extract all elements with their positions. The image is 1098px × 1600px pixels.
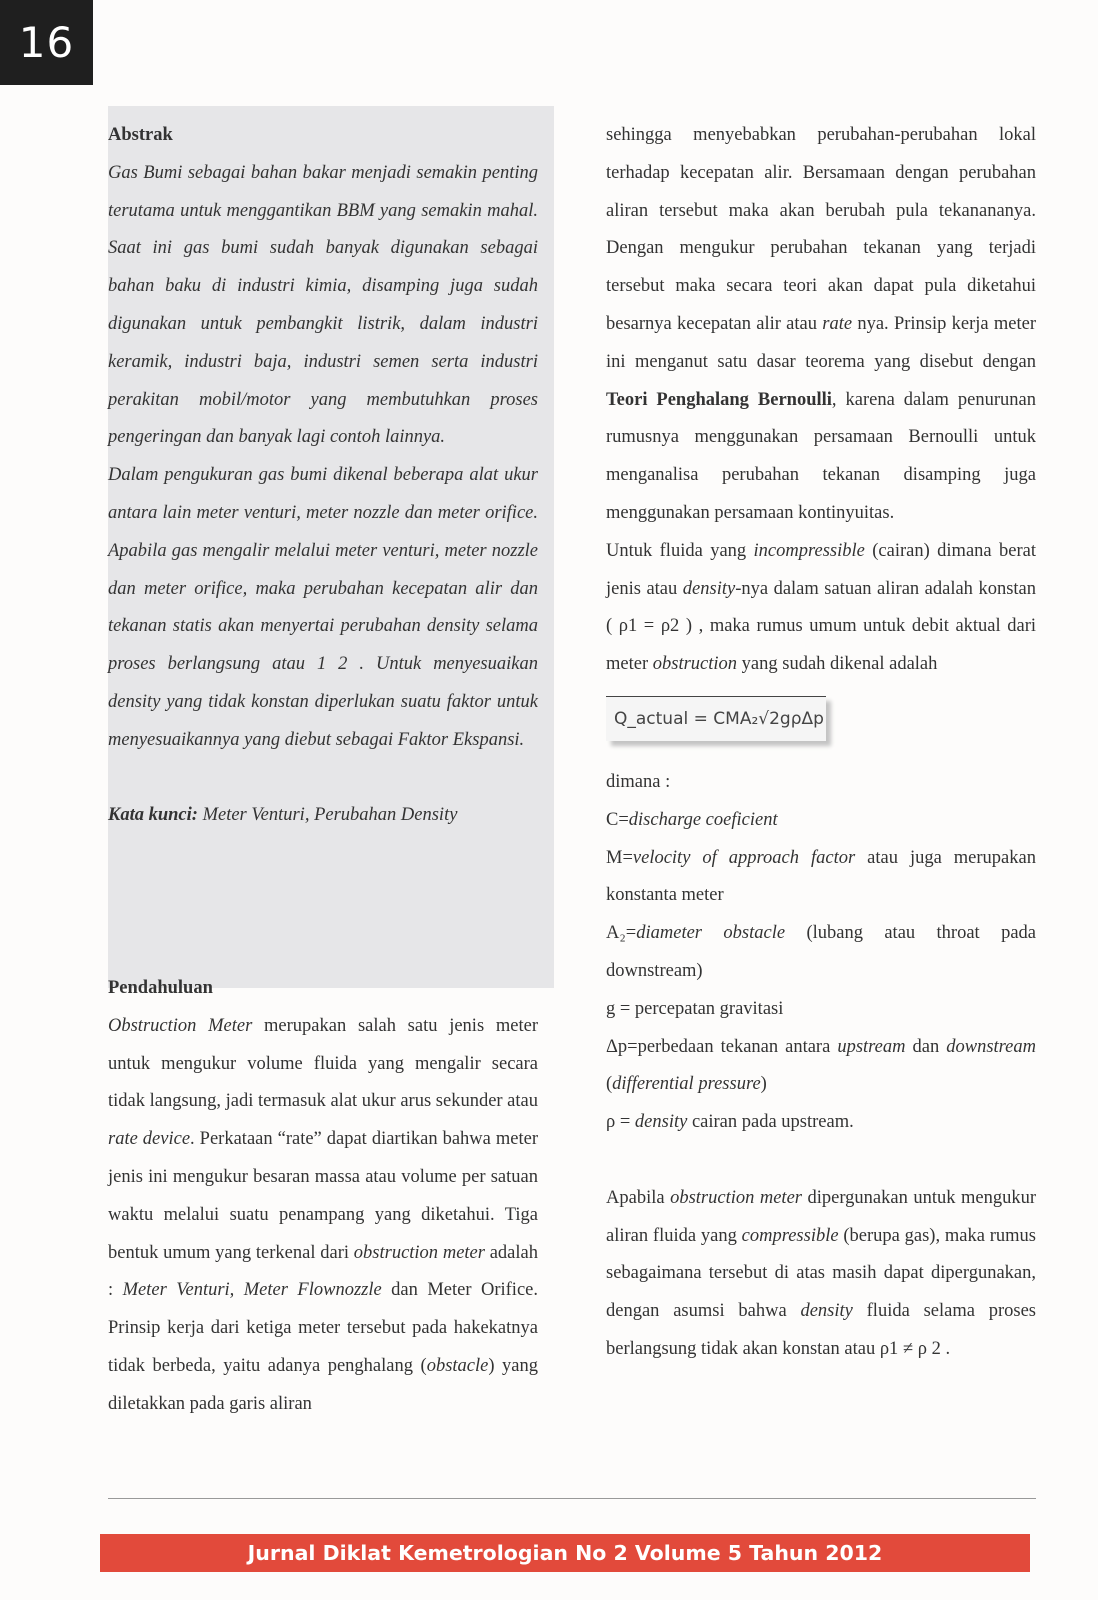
formula-box: Q_actual = CMA₂√2gρΔp (606, 696, 826, 741)
keywords-label: Kata kunci: (108, 805, 198, 826)
keywords-text: Meter Venturi, Perubahan Density (197, 805, 458, 826)
flow-formula (606, 688, 1036, 760)
page-number: 16 (0, 0, 93, 85)
definition-rho: ρ = density cairan pada upstream. (606, 1112, 854, 1133)
definition-c: C=discharge coeficient (606, 809, 778, 830)
right-paragraph-2: Untuk fluida yang incompressible (cairan) dimana berat jenis atau density-nya dalam satuan aliran adalah konstan ( ρ1 = ρ2 ) , maka rumus umum untuk debit aktual dari meter obstruction yang sudah dikenal adalah (606, 540, 1036, 675)
abstract-paragraph-1: Gas Bumi sebagai bahan bakar menjadi semakin penting terutama untuk menggantikan BBM yang semakin mahal. Saat ini gas bumi sudah banyak digunakan sebagai bahan baku di industri kimia, disamping juga sudah digunakan untuk pembangkit listrik, dalam industri keramik, industri baja, industri semen serta industri perakitan mobil/motor yang membutuhkan proses pengeringan dan banyak lagi contoh lainnya. (108, 162, 538, 448)
introduction-heading: Pendahuluan (108, 978, 213, 998)
definition-m: M=velocity of approach factor atau juga merupakan konstanta meter (606, 847, 1036, 906)
definition-dp: Δp=perbedaan tekanan antara upstream dan downstream (differential pressure) (606, 1036, 1036, 1095)
keywords (108, 797, 538, 835)
definition-a2: A₂=diameter obstacle (lubang atau throat pada downstream) (606, 923, 1036, 981)
footer-rule (108, 1498, 1036, 1499)
where-label: dimana : (606, 771, 671, 792)
introduction-section (108, 970, 538, 1424)
right-paragraph-3: Apabila obstruction meter dipergunakan untuk mengukur aliran fluida yang compressible (berupa gas), maka rumus sebagaimana tersebut di atas masih dapat dipergunakan, dengan asumsi bahwa density fluida selama proses berlangsung tidak akan konstan atau ρ1 ≠ ρ 2 . (606, 1187, 1036, 1359)
abstract-heading: Abstrak (108, 125, 173, 145)
right-paragraph-1: sehingga menyebabkan perubahan-perubahan lokal terhadap kecepatan alir. Bersamaan dengan perubahan aliran tersebut maka akan berubah pula tekanananya. Dengan mengukur perubahan tekanan yang terjadi tersebut maka secara teori akan dapat pula diketahui besarnya kecepatan alir atau rate nya. Prinsip kerja meter ini menganut satu dasar teorema yang disebut dengan Teori Penghalang Bernoulli, karena dalam penurunan rumusnya menggunakan persamaan Bernoulli untuk menganalisa perubahan tekanan disamping juga menggunakan persamaan kontinyuitas. (606, 125, 1036, 523)
right-column (606, 117, 1036, 1369)
introduction-paragraph: Obstruction Meter merupakan salah satu jenis meter untuk mengukur volume fluida yang mengalir secara tidak langsung, jadi termasuk alat ukur arus sekunder atau rate device. Perkataan “rate” dapat diartikan bahwa meter jenis ini mengukur besaran massa atau volume per satuan waktu melalui suatu penampang yang diketahui. Tiga bentuk umum yang terkenal dari obstruction meter adalah : Meter Venturi, Meter Flownozzle dan Meter Orifice. Prinsip kerja dari ketiga meter tersebut pada hakekatnya tidak berbeda, yaitu adanya penghalang (obstacle) yang diletakkan pada garis aliran (108, 1015, 539, 1414)
definition-g: g = percepatan gravitasi (606, 998, 784, 1019)
journal-footer: Jurnal Diklat Kemetrologian No 2 Volume 5 Tahun 2012 (100, 1534, 1030, 1572)
abstract-paragraph-2: Dalam pengukuran gas bumi dikenal beberapa alat ukur antara lain meter venturi, meter nozzle dan meter orifice. Apabila gas mengalir melalui meter venturi, meter nozzle dan meter orifice, maka perubahan kecepatan alir dan tekanan statis akan menyertai perubahan density selama proses berlangsung atau 1 2 . Untuk menyesuaikan density yang tidak konstan diperlukan suatu faktor untuk menyesuaikannya yang diebut sebagai Faktor Ekspansi. (108, 465, 538, 750)
abstract-box (108, 106, 554, 988)
